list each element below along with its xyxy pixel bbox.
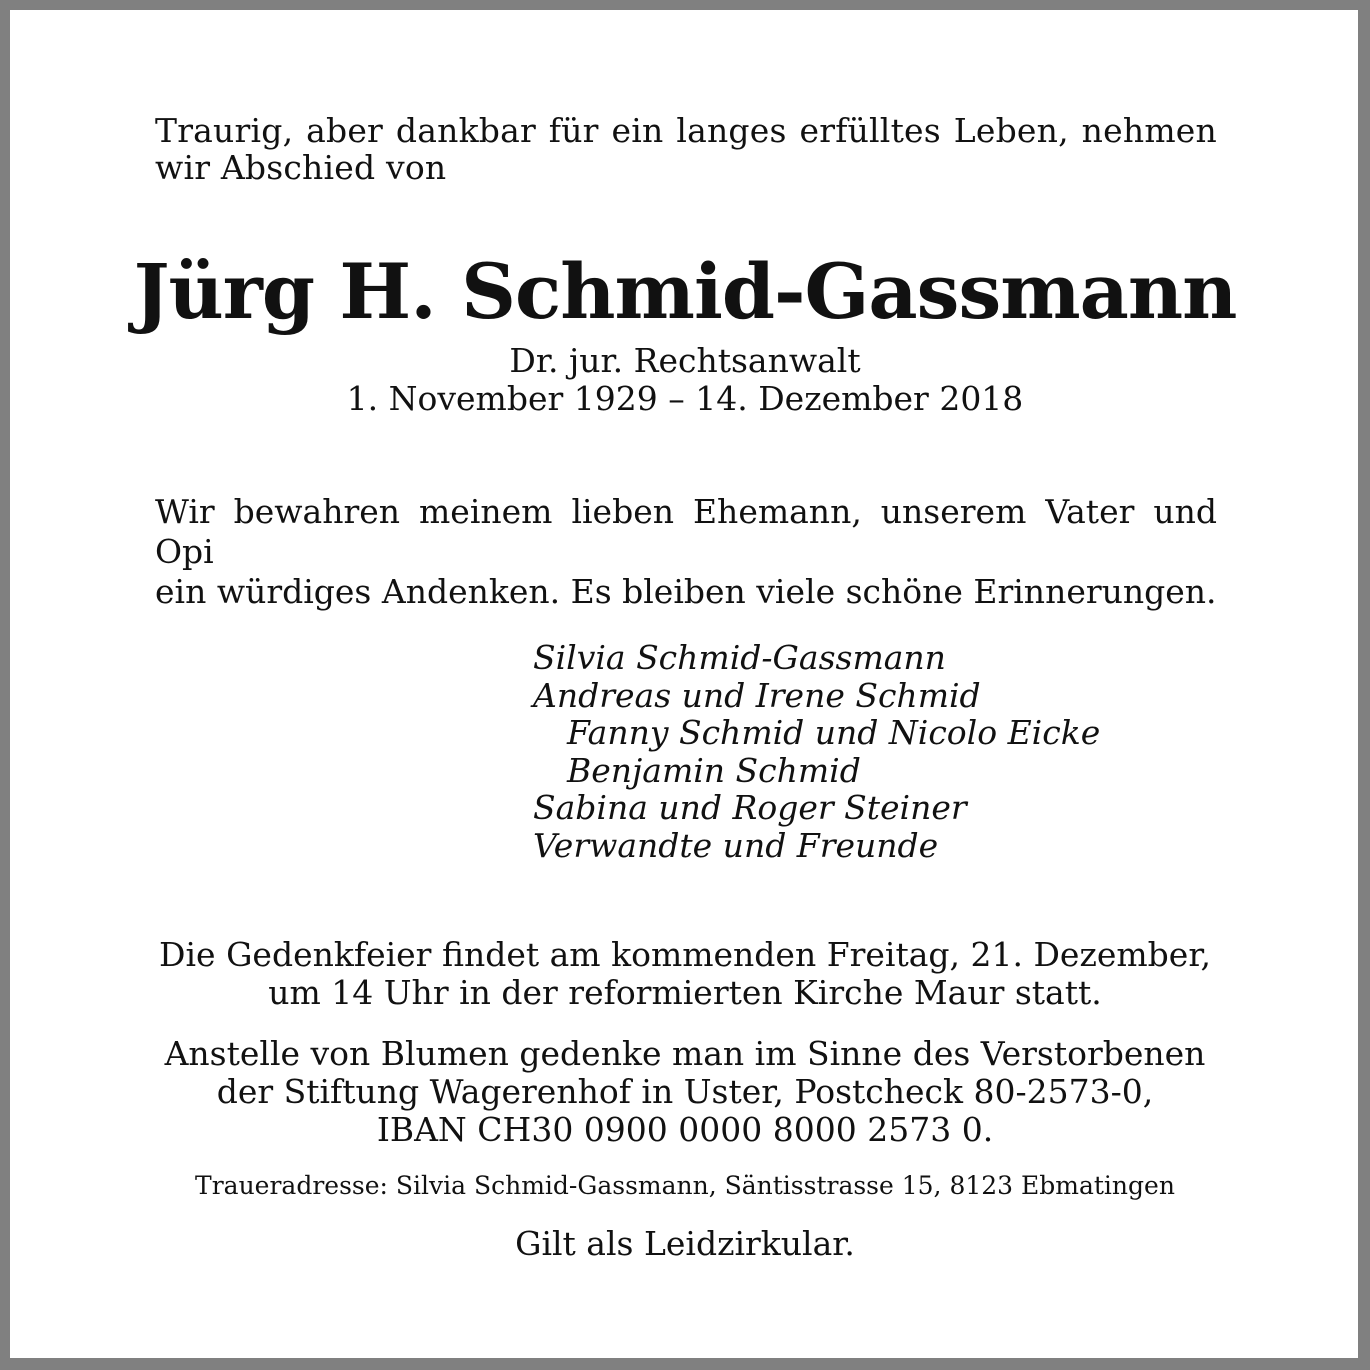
donation-line: Anstelle von Blumen gedenke man im Sinne des Verstorbenen	[164, 1034, 1206, 1073]
mourner-item: Benjamin Schmid	[567, 750, 861, 790]
donation-line: IBAN CH30 0900 0000 8000 2573 0.	[376, 1110, 994, 1149]
memory-line: Wir bewahren meinem lieben Ehemann, unserem Vater und Opi	[155, 492, 1217, 571]
mourner-item: Andreas und Irene Schmid	[533, 675, 981, 715]
mourners-list	[533, 639, 1100, 864]
mourner-item: Verwandte und Freunde	[533, 825, 939, 865]
ceremony-line: um 14 Uhr in der reformierten Kirche Maur statt.	[268, 973, 1102, 1012]
deceased-title: Dr. jur. Rechtsanwalt	[509, 341, 861, 380]
memory-text	[155, 492, 1217, 612]
ceremony-line: Die Gedenkfeier findet am kommenden Freitag, 21. Dezember,	[159, 935, 1211, 974]
mourning-address: Traueradresse: Silvia Schmid-Gassmann, Säntisstrasse 15, 8123 Ebmatingen	[195, 1171, 1175, 1200]
donation-line: der Stiftung Wagerenhof in Uster, Postcheck 80-2573-0,	[216, 1072, 1154, 1111]
mourner-item: Fanny Schmid und Nicolo Eicke	[567, 713, 1101, 752]
mourner-item: Silvia Schmid-Gassmann	[533, 638, 946, 677]
memory-line: ein würdiges Andenken. Es bleiben viele schöne Erinnerungen.	[155, 572, 1217, 611]
mourner-item: Sabina und Roger Steiner	[533, 788, 967, 827]
closing-note: Gilt als Leidzirkular.	[515, 1224, 855, 1263]
deceased-name: Jürg H. Schmid-Gassmann	[133, 247, 1237, 336]
intro-text: Traurig, aber dankbar für ein langes erfülltes Leben, nehmen wir Abschied von	[155, 111, 1217, 187]
deceased-dates: 1. November 1929 – 14. Dezember 2018	[346, 379, 1024, 418]
obituary-card	[10, 10, 1358, 1358]
